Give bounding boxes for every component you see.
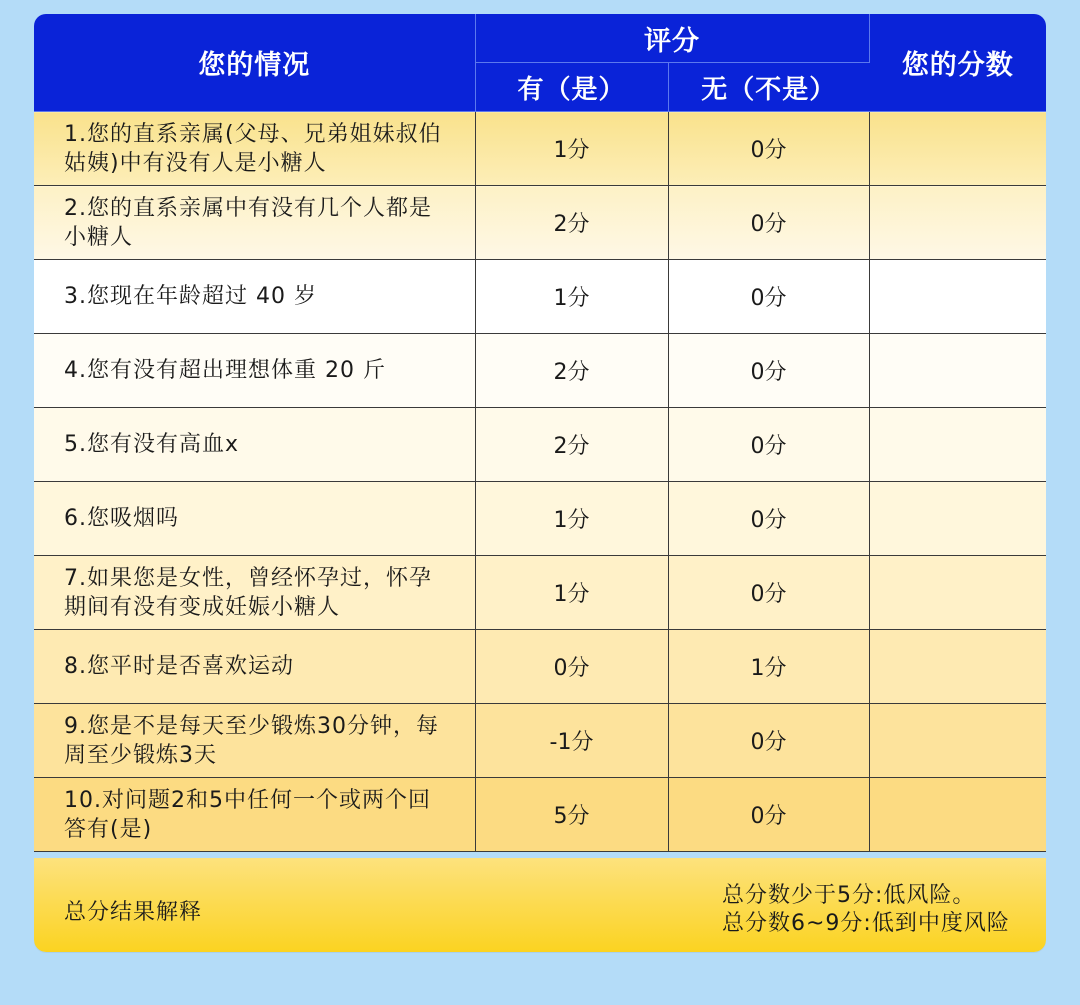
yes-score-cell: 1分 [475, 260, 668, 334]
question-cell: 4.您有没有超出理想体重 20 斤 [34, 334, 475, 408]
your-score-cell[interactable] [869, 556, 1046, 630]
header-rating: 评分 [475, 14, 869, 63]
yes-score-cell: 1分 [475, 556, 668, 630]
yes-score-cell: 0分 [475, 630, 668, 704]
risk-score-card [34, 14, 1046, 952]
header-situation: 您的情况 [34, 14, 475, 112]
question-cell: 9.您是不是每天至少锻炼30分钟，每周至少锻炼3天 [34, 704, 475, 778]
question-cell: 1.您的直系亲属(父母、兄弟姐妹叔伯姑姨)中有没有人是小糖人 [34, 112, 475, 186]
header-yes: 有（是） [475, 63, 668, 112]
no-score-cell: 0分 [668, 556, 869, 630]
your-score-cell[interactable] [869, 778, 1046, 852]
no-score-cell: 0分 [668, 482, 869, 556]
question-cell: 5.您有没有高血x [34, 408, 475, 482]
your-score-cell[interactable] [869, 704, 1046, 778]
your-score-cell[interactable] [869, 112, 1046, 186]
question-cell: 3.您现在年龄超过 40 岁 [34, 260, 475, 334]
no-score-cell: 0分 [668, 704, 869, 778]
yes-score-cell: 1分 [475, 482, 668, 556]
question-cell: 8.您平时是否喜欢运动 [34, 630, 475, 704]
table-row [34, 704, 1046, 778]
your-score-cell[interactable] [869, 260, 1046, 334]
table-row [34, 260, 1046, 334]
table-row [34, 408, 1046, 482]
table-row [34, 186, 1046, 260]
no-score-cell: 0分 [668, 334, 869, 408]
risk-score-table [34, 14, 1046, 852]
yes-score-cell: 1分 [475, 112, 668, 186]
question-cell: 6.您吸烟吗 [34, 482, 475, 556]
header-your-score: 您的分数 [869, 14, 1046, 112]
footer-label: 总分结果解释 [64, 900, 203, 925]
yes-score-cell: 2分 [475, 408, 668, 482]
header-no: 无（不是） [668, 63, 869, 112]
yes-score-cell: 5分 [475, 778, 668, 852]
table-row [34, 334, 1046, 408]
your-score-cell[interactable] [869, 408, 1046, 482]
yes-score-cell: 2分 [475, 186, 668, 260]
yes-score-cell: -1分 [475, 704, 668, 778]
question-cell: 10.对问题2和5中任何一个或两个回答有(是) [34, 778, 475, 852]
score-interpretation-footer [34, 858, 1046, 952]
no-score-cell: 0分 [668, 112, 869, 186]
your-score-cell[interactable] [869, 482, 1046, 556]
your-score-cell[interactable] [869, 334, 1046, 408]
your-score-cell[interactable] [869, 186, 1046, 260]
question-cell: 7.如果您是女性，曾经怀孕过，怀孕期间有没有变成妊娠小糖人 [34, 556, 475, 630]
question-cell: 2.您的直系亲属中有没有几个人都是小糖人 [34, 186, 475, 260]
table-row [34, 482, 1046, 556]
no-score-cell: 0分 [668, 260, 869, 334]
no-score-cell: 0分 [668, 186, 869, 260]
footer-notes [722, 882, 1010, 938]
low-risk-note: 总分数少于5分:低风险。 [722, 883, 976, 908]
table-row [34, 112, 1046, 186]
no-score-cell: 0分 [668, 408, 869, 482]
your-score-cell[interactable] [869, 630, 1046, 704]
no-score-cell: 1分 [668, 630, 869, 704]
yes-score-cell: 2分 [475, 334, 668, 408]
table-row [34, 778, 1046, 852]
moderate-risk-note: 总分数6~9分:低到中度风险 [722, 911, 1010, 936]
table-row [34, 556, 1046, 630]
no-score-cell: 0分 [668, 778, 869, 852]
table-row [34, 630, 1046, 704]
